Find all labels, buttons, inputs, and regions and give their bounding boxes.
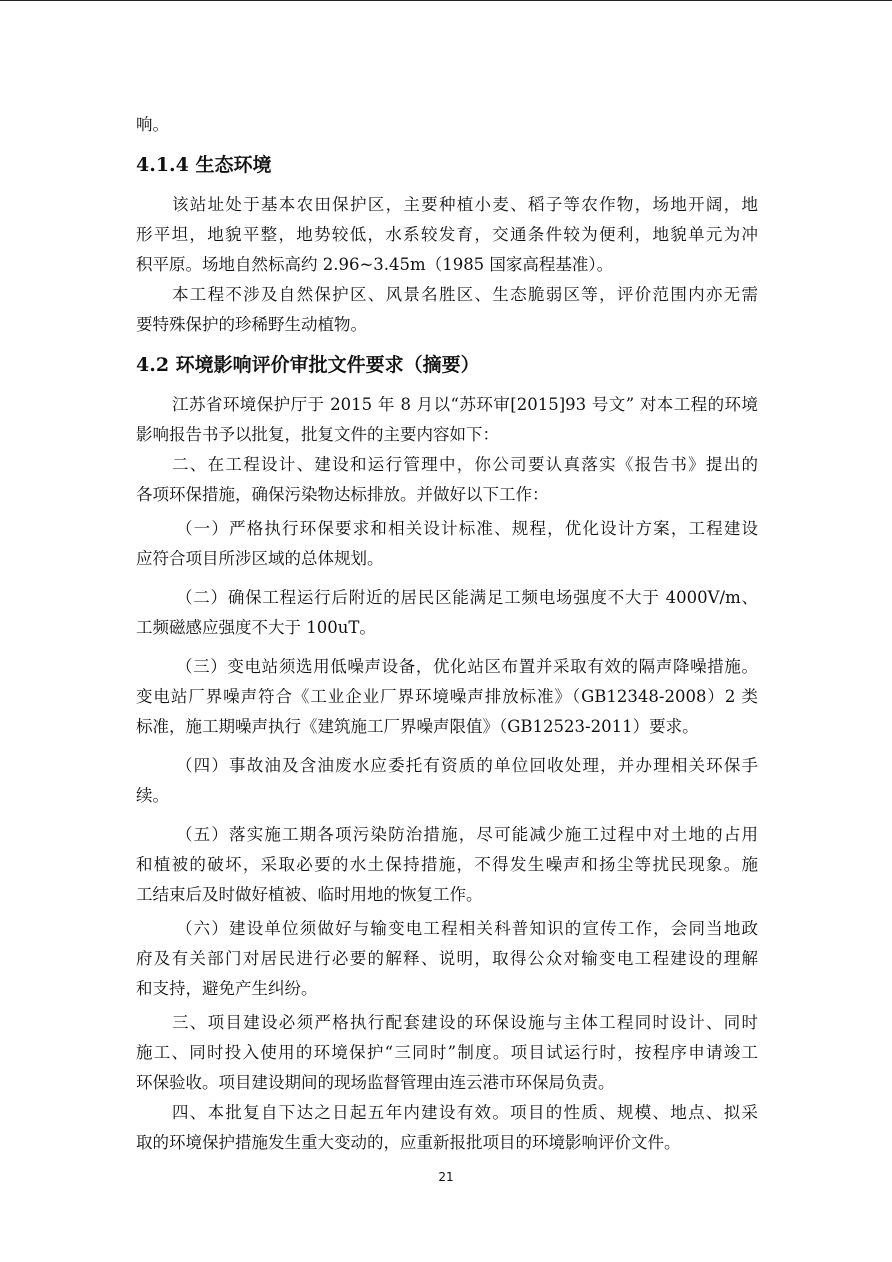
text-line: （三）变电站须选用低噪声设备，优化站区布置并采取有效的隔声降噪措施。 bbox=[176, 657, 758, 676]
paragraph-item-two bbox=[136, 450, 758, 510]
paragraph-approval-intro bbox=[136, 390, 758, 450]
text-line: 积平原。场地自然标高约 2.96~3.45m（1985 国家高程基准）。 bbox=[136, 255, 614, 274]
text-line: 变电站厂界噪声符合《工业企业厂界环境噪声排放标准》（GB12348-2008）2 类 bbox=[136, 687, 758, 706]
text-line: 各项环保措施，确保污染物达标排放。并做好以下工作： bbox=[136, 485, 549, 504]
text-line: 和支持，避免产生纠纷。 bbox=[136, 979, 318, 998]
continuation-line: 响。 bbox=[136, 115, 169, 134]
text-line: 取的环境保护措施发生重大变动的，应重新报批项目的环境影响评价文件。 bbox=[136, 1133, 681, 1152]
text-line: （一）严格执行环保要求和相关设计标准、规程，优化设计方案，工程建设 bbox=[176, 519, 758, 538]
text-line: 三、项目建设必须严格执行配套建设的环保设施与主体工程同时设计、同时 bbox=[172, 1013, 758, 1032]
text-line: 影响报告书予以批复，批复文件的主要内容如下： bbox=[136, 425, 499, 444]
paragraph-protected-areas bbox=[136, 280, 758, 340]
paragraph-item-three bbox=[136, 1008, 758, 1098]
paragraph-subitem-3 bbox=[136, 652, 758, 742]
text-line: 江苏省环境保护厅于 2015 年 8 月以“苏环审[2015]93 号文” 对本工程的环境 bbox=[172, 395, 758, 414]
section-heading-4-2: 4.2 环境影响评价审批文件要求（摘要） bbox=[136, 354, 480, 376]
text-line: （二）确保工程运行后附近的居民区能满足工频电场强度不大于 4000V/m、 bbox=[176, 588, 758, 607]
text-line: 工结束后及时做好植被、临时用地的恢复工作。 bbox=[136, 885, 483, 904]
document-body bbox=[136, 110, 758, 1158]
text-line: 施工、同时投入使用的环境保护“三同时”制度。项目试运行时，按程序申请竣工 bbox=[136, 1043, 758, 1062]
paragraph-subitem-5 bbox=[136, 820, 758, 910]
text-line: 二、在工程设计、建设和运行管理中，你公司要认真落实《报告书》提出的 bbox=[172, 455, 758, 474]
text-line: 工频磁感应强度不大于 100uT。 bbox=[136, 618, 376, 637]
page-top-border bbox=[0, 0, 892, 1]
page-number: 21 bbox=[438, 1170, 454, 1184]
text-line: 府及有关部门对居民进行必要的解释、说明，取得公众对输变电工程建设的理解 bbox=[136, 949, 758, 968]
text-line: 本工程不涉及自然保护区、风景名胜区、生态脆弱区等，评价范围内亦无需 bbox=[172, 285, 758, 304]
paragraph-item-four bbox=[136, 1098, 758, 1158]
text-line: 标准，施工期噪声执行《建筑施工厂界噪声限值》（GB12523-2011）要求。 bbox=[136, 717, 699, 736]
text-line: （六）建设单位须做好与输变电工程相关科普知识的宣传工作，会同当地政 bbox=[176, 919, 758, 938]
text-line: 续。 bbox=[136, 786, 169, 805]
text-line: 四、本批复自下达之日起五年内建设有效。项目的性质、规模、地点、拟采 bbox=[172, 1103, 758, 1122]
text-line: 环保验收。项目建设期间的现场监督管理由连云港市环保局负责。 bbox=[136, 1073, 615, 1092]
text-line: 和植被的破坏，采取必要的水土保持措施，不得发生噪声和扬尘等扰民现象。施 bbox=[136, 855, 758, 874]
text-line: 应符合项目所涉区域的总体规划。 bbox=[136, 549, 384, 568]
text-line: 要特殊保护的珍稀野生动植物。 bbox=[136, 315, 367, 334]
paragraph-subitem-6 bbox=[136, 914, 758, 1004]
text-line: （五）落实施工期各项污染防治措施，尽可能减少施工过程中对土地的占用 bbox=[176, 825, 758, 844]
paragraph-site-description bbox=[136, 190, 758, 280]
text-line: 形平坦，地貌平整，地势较低，水系较发育，交通条件较为便利，地貌单元为冲 bbox=[136, 225, 758, 244]
paragraph-subitem-4 bbox=[136, 751, 758, 811]
section-heading-4-1-4: 4.1.4 生态环境 bbox=[136, 154, 272, 176]
text-line: （四）事故油及含油废水应委托有资质的单位回收处理，并办理相关环保手 bbox=[176, 756, 758, 775]
paragraph-subitem-1 bbox=[136, 514, 758, 574]
paragraph-subitem-2 bbox=[136, 583, 758, 643]
text-line: 该站址处于基本农田保护区，主要种植小麦、稻子等农作物，场地开阔，地 bbox=[172, 195, 758, 214]
